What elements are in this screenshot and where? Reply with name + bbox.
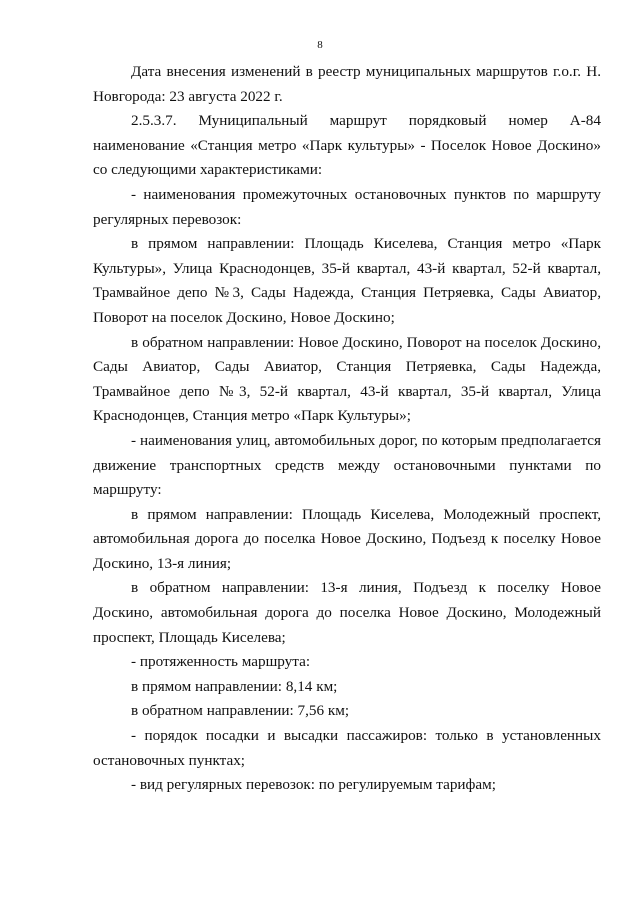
paragraph-boarding-order: - порядок посадки и высадки пассажиров: только в установленных остановочных пунктах; [93, 727, 601, 769]
paragraph-length-forward: в прямом направлении: 8,14 км; [131, 677, 338, 695]
paragraph-length-heading: - протяженность маршрута: [131, 653, 311, 671]
paragraph-streets-forward: в прямом направлении: Площадь Киселева, Молодежный проспект, автомобильная дорога до поселка Новое Доскино, Подъезд к поселку Новое Доскино, 13-я линия; [93, 505, 601, 572]
page-number: 8 [317, 39, 323, 51]
paragraph-stops-heading: - наименования промежуточных остановочных пунктов по маршруту регулярных перевозок: [93, 185, 601, 228]
paragraph-streets-heading: - наименования улиц, автомобильных дорог, по которым предполагается движение транспортных средств между остановочными пунктами по маршруту: [93, 431, 601, 499]
paragraph-stops-backward: в обратном направлении: Новое Доскино, Поворот на поселок Доскино, Сады Авиатор, Сады Авиатор, Станция Петряевка, Сады Надежда, Трамвайное депо №3, 52-й квартал, 43-й квартал, 35-й квартал, Улица Краснодонцев, Станция метро «Парк Культуры»; [93, 333, 601, 425]
paragraph-length-backward: в обратном направлении: 7,56 км; [131, 702, 350, 720]
paragraph-streets-backward: в обратном направлении: 13-я линия, Подъезд к поселку Новое Доскино, автомобильная дорога до поселка Новое Доскино, Молодежный проспект, Площадь Киселева; [93, 579, 601, 646]
paragraph-amendment-date: Дата внесения изменений в реестр муниципальных маршрутов г.о.г. Н. Новгорода: 23 августа 2022 г. [93, 63, 601, 105]
paragraph-route-title: 2.5.3.7. Муниципальный маршрут порядковый номер А-84 наименование «Станция метро «Парк культуры» - Поселок Новое Доскино» со следующими характеристиками: [93, 112, 601, 179]
paragraph-transport-type: - вид регулярных перевозок: по регулируемым тарифам; [131, 776, 496, 794]
paragraph-stops-forward: в прямом направлении: Площадь Киселева, Станция метро «Парк Культуры», Улица Краснодонцев, 35-й квартал, 43-й квартал, 52-й квартал, Трамвайное депо №3, Сады Надежда, Станция Петряевка, Сады Авиатор, Поворот на поселок Доскино, Новое Доскино; [93, 235, 601, 326]
document-body [93, 60, 601, 798]
